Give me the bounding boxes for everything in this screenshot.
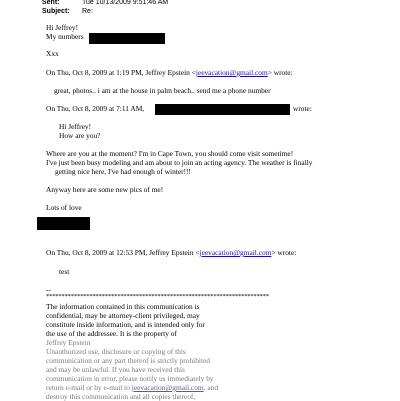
subject-value: Re: — [82, 8, 93, 15]
disclaimer-line-8: and may be unlawful. If you have received this — [46, 365, 185, 374]
quote2-greeting: Hi Jeffrey! — [59, 122, 92, 131]
quote2-para1-line3: getting nice here, I've had enough of winter!!! — [55, 167, 191, 176]
sent-label: Sent: — [42, 0, 60, 6]
quote3-body: test — [59, 267, 70, 276]
subject-label: Subject: — [42, 8, 70, 15]
quote1-header: On Thu, Oct 8, 2009 at 1:19 PM, Jeffrey Epstein <jeevacation@gmail.com> wrote: — [46, 68, 293, 77]
quote1-body: great, photos.. i am at the house in palm beach.. send me a phone number — [54, 86, 271, 95]
disclaimer-line-7: communication or any part thereof is strictly prohibited — [46, 356, 210, 365]
quote2-question: How are you? — [59, 131, 101, 140]
disclaimer-line-9: communication in error, please notify us immediately by — [46, 374, 214, 383]
redaction-phone — [89, 33, 165, 44]
quote2-header-pre: On Thu, Oct 8, 2009 at 7:11 AM, — [46, 104, 145, 113]
quote3-header: On Thu, Oct 8, 2009 at 12:53 PM, Jeffrey Epstein <jeevacation@gmail.com> wrote: — [46, 248, 297, 257]
sent-value: Tue 10/13/2009 9:51:46 AM — [82, 0, 169, 6]
disclaimer-line-3: constitute inside information, and is intended only for — [46, 320, 205, 329]
disclaimer-email-link[interactable]: jeevacation@gmail.com — [131, 383, 204, 392]
redaction-sender — [155, 104, 290, 115]
quote2-para2: Anyway here are some new pics of me! — [46, 185, 164, 194]
disclaimer-line-1: The information contained in this communication is — [46, 302, 200, 311]
numbers-line: My numbers — [46, 32, 84, 41]
disclaimer-line-5: Jeffrey Epstein — [46, 338, 91, 347]
star-separator: ************************************************************************ — [46, 293, 269, 300]
disclaimer-line-4: the use of the addressee. It is the property of — [46, 329, 177, 338]
sender-email-link-2[interactable]: jeevacation@gmail.com — [199, 248, 272, 257]
disclaimer-line-6: Unauthorized use, disclosure or copying of this — [46, 347, 186, 356]
signoff: Xxx — [46, 49, 59, 58]
quote2-header-post: wrote: — [293, 104, 312, 113]
disclaimer-line-11: destroy this communication and all copies thereof, — [46, 392, 196, 401]
redaction-name — [37, 217, 90, 230]
disclaimer-line-10: return e-mail or by e-mail to jeevacation@gmail.com, and — [46, 383, 219, 392]
sender-email-link[interactable]: jeevacation@gmail.com — [195, 68, 268, 77]
disclaimer-line-2: confidential, may be attorney-client privileged, may — [46, 311, 200, 320]
quote2-para1-line2: I've just been busy modeling and am about to join an acting agency. The weather is finally — [46, 158, 313, 167]
quote2-para3: Lots of love — [46, 203, 82, 212]
quote2-para1-line1: Where are you at the moment? I'm in Cape Town, you should come visit sometime! — [46, 149, 294, 158]
greeting: Hi Jeffrey! — [46, 23, 79, 32]
signature-dashes: -- — [46, 285, 51, 294]
